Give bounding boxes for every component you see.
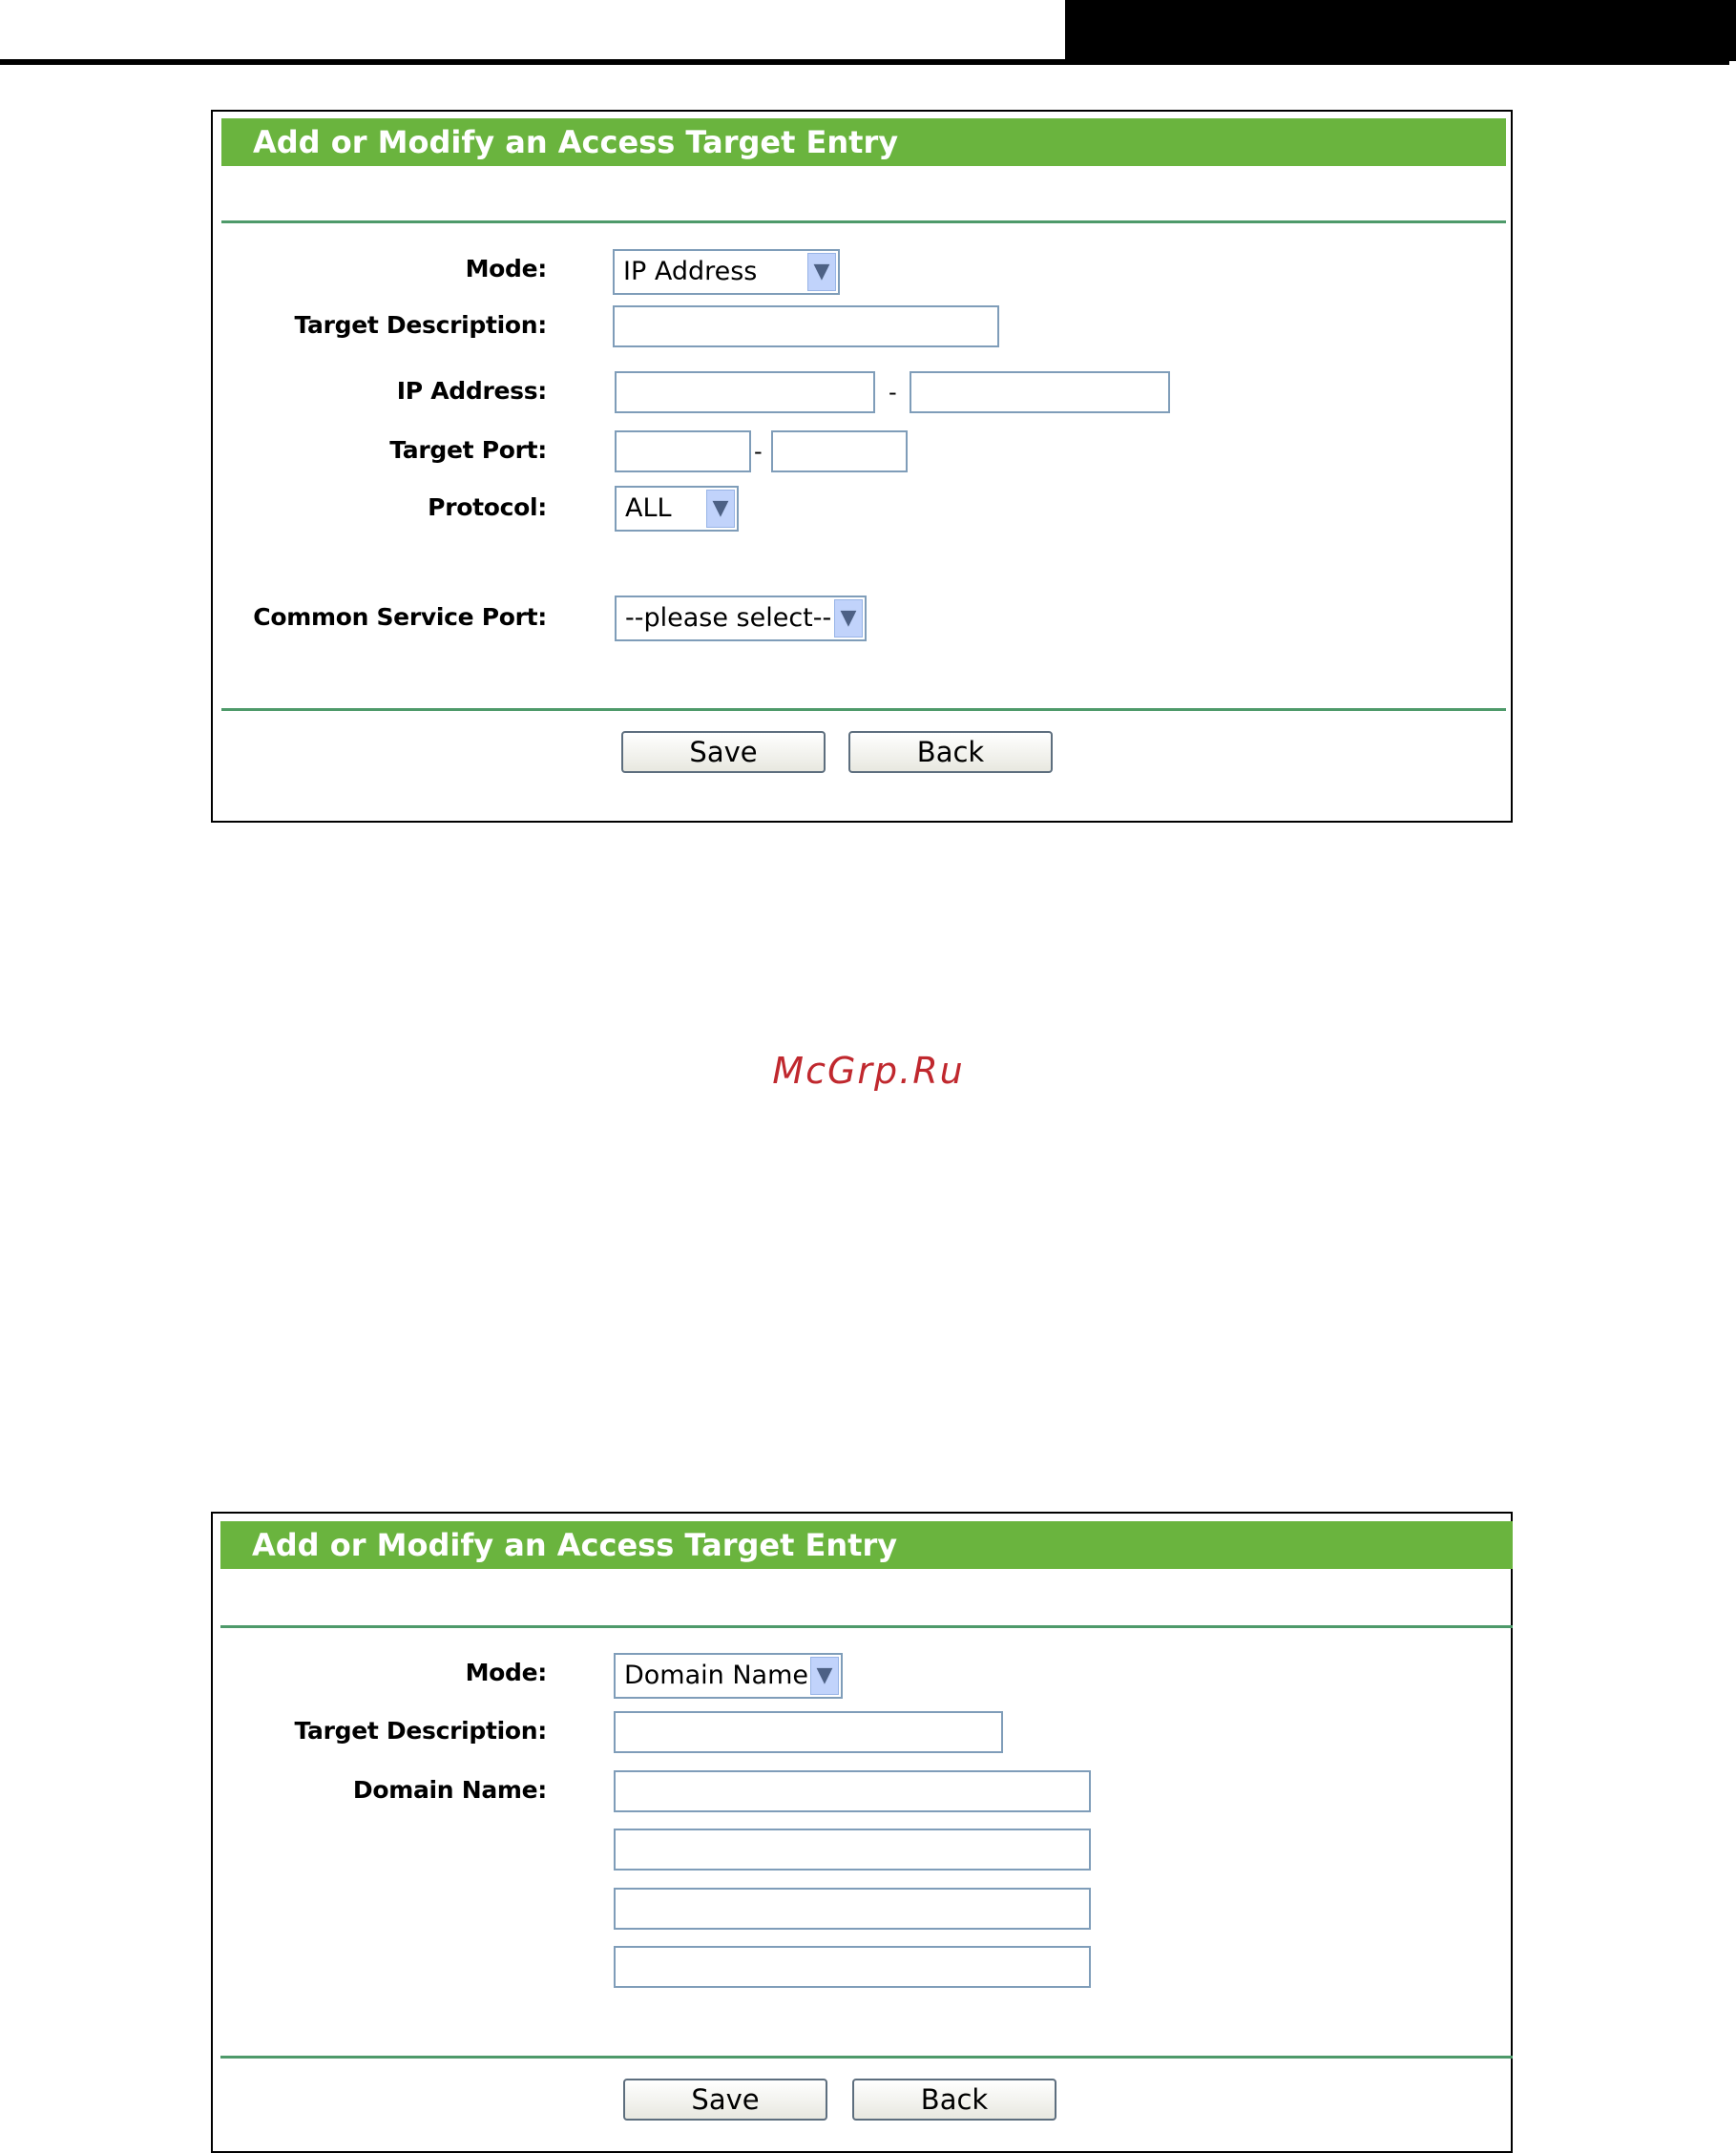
divider-bottom (220, 2056, 1513, 2059)
mode-select-value: IP Address (623, 257, 758, 286)
common-service-port-select[interactable] (615, 596, 867, 641)
target-description-label: Target Description: (294, 311, 547, 339)
target-port-start-input[interactable] (615, 430, 751, 472)
mode-select-value: Domain Name (624, 1661, 809, 1690)
target-port-end-input[interactable] (771, 430, 908, 472)
target-description-input[interactable] (614, 1711, 1003, 1753)
protocol-select-value: ALL (625, 493, 672, 523)
domain-name-label: Domain Name: (352, 1776, 547, 1804)
domain-name-input-2[interactable] (614, 1829, 1091, 1871)
domain-name-input-1[interactable] (614, 1770, 1091, 1812)
port-range-separator: - (754, 438, 763, 465)
domain-name-input-3[interactable] (614, 1888, 1091, 1930)
panel-title: Add or Modify an Access Target Entry (220, 1521, 1513, 1569)
divider-top (220, 1625, 1513, 1628)
divider-top (221, 220, 1506, 223)
target-port-label: Target Port: (389, 436, 547, 464)
header-rule (0, 59, 1729, 65)
chevron-down-icon[interactable]: ▼ (834, 599, 863, 638)
ip-range-separator: - (889, 379, 897, 406)
save-button[interactable]: Save (623, 2079, 827, 2121)
access-target-panel-domain (211, 1512, 1513, 2153)
ip-address-end-input[interactable] (910, 371, 1170, 413)
domain-name-input-4[interactable] (614, 1946, 1091, 1988)
protocol-select[interactable] (615, 486, 739, 532)
chevron-down-icon[interactable]: ▼ (706, 490, 735, 528)
protocol-label: Protocol: (428, 493, 547, 521)
chevron-down-icon[interactable]: ▼ (807, 253, 836, 291)
save-button[interactable]: Save (621, 731, 826, 773)
divider-bottom (221, 708, 1506, 711)
back-button[interactable]: Back (852, 2079, 1056, 2121)
target-description-input[interactable] (613, 305, 999, 347)
target-description-label: Target Description: (294, 1717, 547, 1745)
common-service-port-value: --please select-- (625, 603, 832, 633)
access-target-panel-ip (211, 110, 1513, 823)
mode-label: Mode: (465, 1659, 547, 1686)
back-button[interactable]: Back (848, 731, 1053, 773)
header-block (1065, 0, 1736, 61)
chevron-down-icon[interactable]: ▼ (810, 1657, 839, 1695)
common-service-port-label: Common Service Port: (253, 603, 547, 631)
panel-title: Add or Modify an Access Target Entry (221, 118, 1506, 166)
ip-address-start-input[interactable] (615, 371, 875, 413)
mode-select[interactable] (613, 249, 840, 295)
mode-label: Mode: (465, 255, 547, 282)
mode-select[interactable] (614, 1653, 843, 1699)
ip-address-label: IP Address: (396, 377, 547, 405)
watermark-text: McGrp.Ru (772, 1050, 965, 1092)
